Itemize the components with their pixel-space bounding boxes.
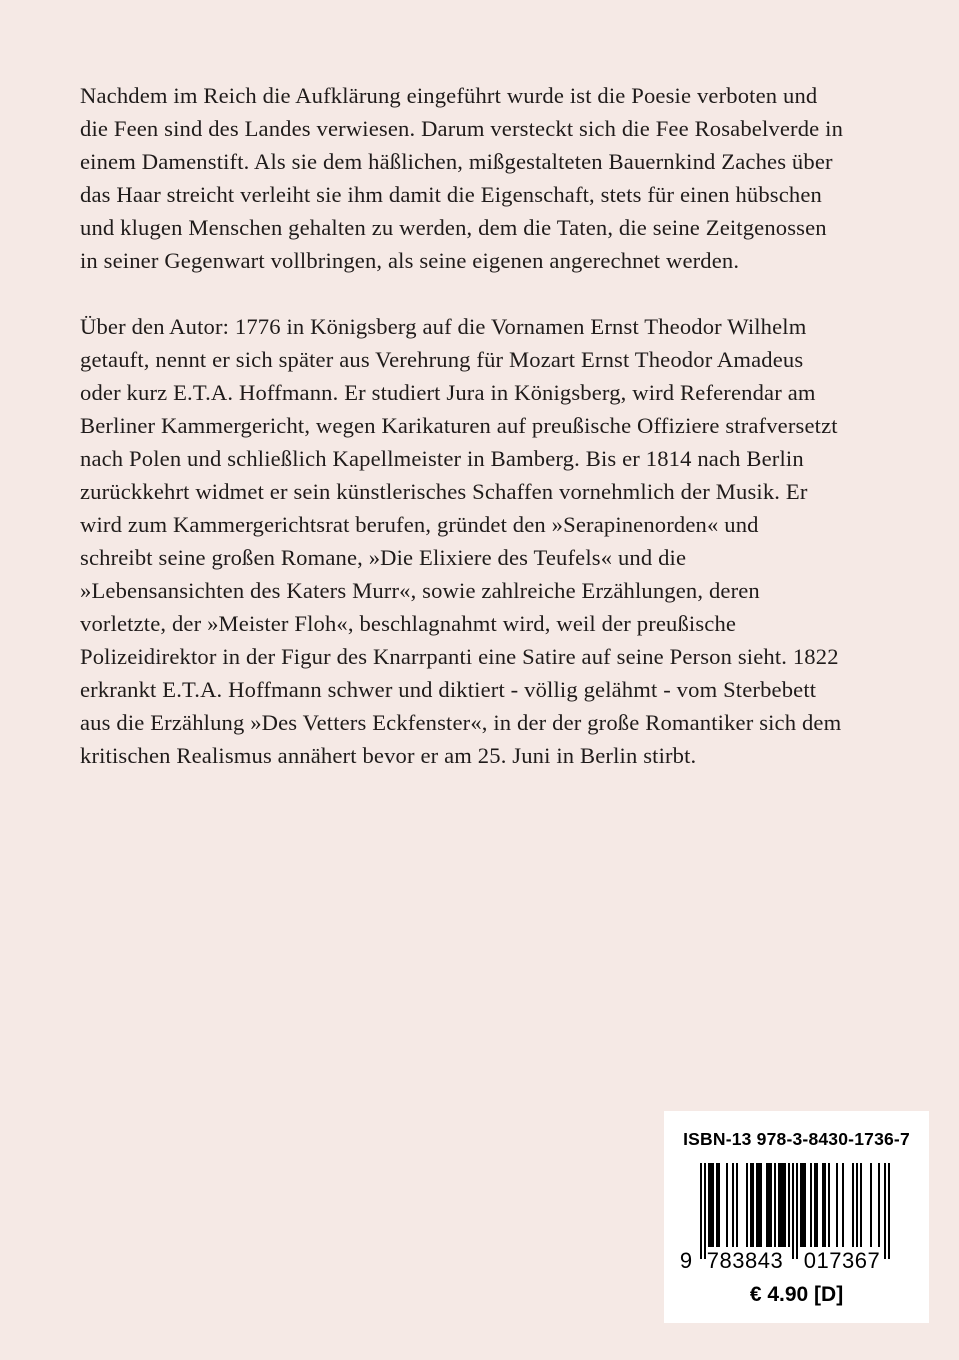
barcode-bar [746,1163,748,1247]
text-line: »Lebensansichten des Katers Murr«, sowie zahlreiche Erzählungen, deren [80,578,760,603]
barcode-bar [878,1163,880,1247]
text-line: Berliner Kammergericht, wegen Karikaturen auf preußische Offiziere strafversetzt [80,413,838,438]
barcode-bar [732,1163,734,1247]
barcode-bar [768,1163,770,1247]
text-line: getauft, nennt er sich später aus Verehrung für Mozart Ernst Theodor Amadeus [80,347,804,372]
barcode-bar [712,1163,714,1247]
barcode-bar [766,1163,768,1247]
barcode-bar [774,1163,776,1247]
barcode-first-digit: 9 [679,1248,693,1273]
barcode-bar [824,1163,826,1247]
barcode-bar [800,1163,802,1247]
barcode-bar [770,1163,772,1247]
barcode-guard-bar [884,1163,886,1259]
text-line: einem Damenstift. Als sie dem häßlichen, mißgestalteten Bauernkind Zaches über [80,149,833,174]
ean13-barcode [679,1163,912,1278]
barcode-bar [756,1163,758,1247]
text-line: und klugen Menschen gehalten zu werden, dem die Taten, die seine Zeitgenossen [80,215,827,240]
text-line: Nachdem im Reich die Aufklärung eingeführt wurde ist die Poesie verboten und [80,83,818,108]
barcode-bar [752,1163,754,1247]
barcode-bar [814,1163,816,1247]
back-cover-blurb [80,79,910,772]
text-line: nach Polen und schließlich Kapellmeister in Bamberg. Bis er 1814 nach Berlin [80,446,804,471]
barcode-bar [784,1163,786,1247]
barcode-bar [788,1163,790,1247]
barcode-bar [810,1163,812,1247]
barcode-bar [852,1163,854,1247]
barcode-bar [760,1163,762,1247]
barcode-guard-bar [792,1163,794,1259]
text-line: in seiner Gegenwart vollbringen, als seine eigenen angerechnet werden. [80,248,740,273]
text-line: erkrankt E.T.A. Hoffmann schwer und diktiert - völlig gelähmt - vom Sterbebett [80,677,817,702]
text-line: oder kurz E.T.A. Hoffmann. Er studiert Jura in Königsberg, wird Referendar am [80,380,816,405]
barcode-bar [856,1163,858,1247]
text-line: vorletzte, der »Meister Floh«, beschlagnahmt wird, weil der preußische [80,611,737,636]
author-bio-paragraph [80,310,910,772]
isbn-barcode-panel [664,1111,929,1323]
barcode-bar [870,1163,872,1247]
barcode-bar [842,1163,844,1247]
barcode-left-digits: 783843 [706,1248,784,1273]
synopsis-paragraph [80,79,910,277]
barcode-guard-bar [888,1163,890,1259]
text-line: kritischen Realismus annähert bevor er am 25. Juni in Berlin stirbt. [80,743,697,768]
text-line: die Feen sind des Landes verwiesen. Darum versteckt sich die Fee Rosabelverde in [80,116,844,141]
text-line: Polizeidirektor in der Figur des Knarrpanti eine Satire auf seine Person sieht. 1822 [80,644,839,669]
barcode-bar [750,1163,752,1247]
barcode-guard-bar [704,1163,706,1259]
barcode-bar [778,1163,780,1247]
text-line: wird zum Kammergerichtsrat berufen, gründet den »Serapinenorden« und [80,512,759,537]
barcode-bar [816,1163,818,1247]
barcode-bar [710,1163,712,1247]
price-label: € 4.90 [D] [749,1283,844,1306]
barcode-bar [708,1163,710,1247]
barcode-bar [804,1163,806,1247]
text-line: das Haar streicht verleiht sie ihm damit die Eigenschaft, stets für einen hübschen [80,182,822,207]
text-line: Über den Autor: 1776 in Königsberg auf die Vornamen Ernst Theodor Wilhelm [80,314,807,339]
barcode-bar [802,1163,804,1247]
barcode-bar [780,1163,782,1247]
text-line: zurückkehrt widmet er sein künstlerisches Schaffen vornehmlich der Musik. Er [80,479,808,504]
barcode-bar [828,1163,830,1247]
barcode-bar [782,1163,784,1247]
barcode-bar [718,1163,720,1247]
text-line: aus die Erzählung »Des Vetters Eckfenster«, in der der große Romantiker sich dem [80,710,842,735]
barcode-guard-bar [796,1163,798,1259]
barcode-bar [860,1163,862,1247]
barcode-bar [758,1163,760,1247]
barcode-bar [726,1163,728,1247]
barcode-guard-bar [700,1163,702,1259]
barcode-right-digits: 017367 [803,1248,881,1273]
barcode-bar [836,1163,838,1247]
barcode-bar [736,1163,738,1247]
text-line: schreibt seine großen Romane, »Die Elixiere des Teufels« und die [80,545,687,570]
barcode-bar [716,1163,718,1247]
isbn-label: ISBN-13 978-3-8430-1736-7 [683,1129,910,1149]
barcode-bar [822,1163,824,1247]
